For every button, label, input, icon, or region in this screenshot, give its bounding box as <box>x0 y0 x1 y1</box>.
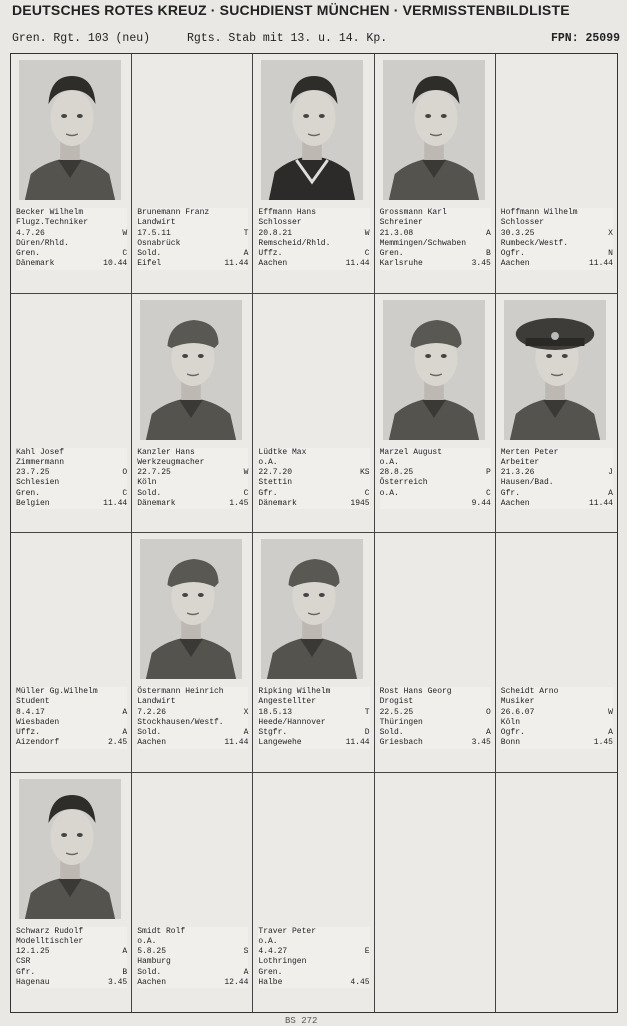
home-place: Stettin <box>258 478 292 488</box>
last-seen-date: 1945 <box>350 498 370 508</box>
last-seen-date: 11.44 <box>345 259 370 269</box>
person-name: Scheidt Arno <box>500 687 559 696</box>
rank-code: A <box>608 488 613 498</box>
person-entry <box>132 54 253 294</box>
person-photo <box>383 300 485 440</box>
person-entry <box>496 54 617 294</box>
last-seen-place: Hagenau <box>16 977 50 987</box>
military-rank: o.A. <box>379 488 399 498</box>
person-data-card <box>258 208 369 270</box>
military-rank: Uffz. <box>16 728 41 738</box>
birth-date: 28.8.25 <box>379 468 414 478</box>
home-place: Hamburg <box>137 957 171 967</box>
last-seen-place: Aachen <box>500 259 530 269</box>
last-seen-place: Belgien <box>16 498 50 508</box>
rank-code: C <box>122 488 128 498</box>
last-seen-date: 9.44 <box>471 498 491 508</box>
last-seen-place: Aachen <box>258 259 288 269</box>
military-rank: Ogfr. <box>500 249 525 259</box>
birth-code: KS <box>359 468 370 478</box>
birth-code: A <box>122 947 128 957</box>
last-seen-date: 10.44 <box>103 259 128 269</box>
birth-code: J <box>608 468 613 478</box>
home-place: Schlesien <box>16 478 60 488</box>
rank-code: C <box>364 249 370 259</box>
last-seen-date: 3.45 <box>471 259 491 269</box>
person-photo <box>140 300 242 440</box>
person-photo <box>504 300 606 440</box>
home-place: Heede/Hannover <box>258 717 326 727</box>
person-photo <box>261 60 363 200</box>
person-entry <box>496 294 617 534</box>
person-data-card <box>16 687 127 749</box>
home-place: Rumbeck/Westf. <box>500 238 569 248</box>
person-occupation: Musiker <box>500 697 535 707</box>
person-data-card <box>258 448 369 510</box>
birth-date: 22.7.25 <box>137 468 171 478</box>
person-entry <box>253 773 374 1013</box>
birth-date: 30.3.25 <box>500 228 535 238</box>
last-seen-date: 2.45 <box>107 738 128 748</box>
last-seen-date: 4.45 <box>350 977 370 987</box>
person-entry <box>253 54 374 294</box>
person-data-card <box>16 208 127 270</box>
birth-date: 7.2.26 <box>137 707 166 717</box>
military-rank: Gfr. <box>258 488 278 498</box>
person-photo <box>261 539 363 679</box>
rank-code: A <box>608 728 613 738</box>
person-data-card <box>501 208 613 270</box>
field-post-number: FPN: 25099 <box>550 32 620 45</box>
birth-date: 21.3.08 <box>379 228 414 238</box>
last-seen-place: Eifel <box>137 259 162 269</box>
person-data-card <box>137 208 248 270</box>
last-seen-place: Griesbach <box>379 738 423 748</box>
person-data-card <box>137 927 248 989</box>
birth-date: 4.7.26 <box>16 228 45 238</box>
person-photo <box>19 779 121 919</box>
last-seen-date: 11.44 <box>224 738 249 748</box>
last-seen-date: 1.45 <box>593 738 613 748</box>
birth-code: P <box>485 468 491 478</box>
person-entry <box>11 294 132 534</box>
military-rank: Gren. <box>16 488 41 498</box>
person-entry <box>132 294 253 534</box>
home-place: Österreich <box>379 478 428 488</box>
person-name: Kahl Josef <box>16 447 65 457</box>
home-place: CSR <box>16 957 31 967</box>
person-name: Lüdtke Max <box>258 447 307 457</box>
military-rank: Sold. <box>137 249 162 259</box>
last-seen-place: Langewehe <box>258 738 302 748</box>
home-place: Köln <box>500 717 520 727</box>
person-name: Hoffmann Wilhelm <box>500 208 578 217</box>
military-rank: Ogfr. <box>500 728 525 738</box>
missing-persons-grid <box>10 53 618 1013</box>
birth-code: W <box>122 228 128 238</box>
person-name: Smidt Rolf <box>137 926 186 936</box>
person-occupation: Modelltischler <box>16 936 84 946</box>
person-entry <box>11 773 132 1013</box>
last-seen-place: Aachen <box>137 977 166 987</box>
home-place: Hausen/Bad. <box>500 478 554 488</box>
person-occupation: Flugz.Techniker <box>16 218 89 228</box>
unit-subheader <box>12 32 620 45</box>
person-name: Müller Gg.Wilhelm <box>16 687 98 696</box>
person-data-card <box>137 448 248 510</box>
birth-code: S <box>243 947 249 957</box>
birth-date: 8.4.17 <box>16 707 45 717</box>
unit-staff: Rgts. Stab mit 13. u. 14. Kp. <box>187 32 388 45</box>
person-entry <box>11 54 132 294</box>
person-occupation: Drogist <box>379 697 414 707</box>
rank-code: A <box>243 967 249 977</box>
person-occupation: Schlosser <box>258 218 302 228</box>
birth-code: A <box>485 228 491 238</box>
person-name: Traver Peter <box>258 926 316 936</box>
birth-date: 17.5.11 <box>137 228 171 238</box>
military-rank: Stgfr. <box>258 728 288 738</box>
birth-date: 12.1.25 <box>16 947 50 957</box>
military-rank: Gren. <box>379 249 404 259</box>
person-data-card <box>501 448 613 510</box>
person-occupation: Schreiner <box>379 218 423 228</box>
home-place: Düren/Rhld. <box>16 238 69 248</box>
person-occupation: Student <box>16 697 50 707</box>
last-seen-place: Aachen <box>500 498 530 508</box>
person-entry <box>375 773 496 1013</box>
last-seen-place: Aachen <box>137 738 166 748</box>
person-name: Ripking Wilhelm <box>258 687 331 696</box>
birth-code: O <box>485 707 491 717</box>
birth-date: 21.3.26 <box>500 468 535 478</box>
person-occupation: Landwirt <box>137 697 176 707</box>
person-name: Schwarz Rudolf <box>16 926 84 936</box>
home-place: Köln <box>137 478 157 488</box>
header-separator: · <box>210 2 216 18</box>
rank-code: A <box>243 728 249 738</box>
person-occupation: o.A. <box>258 457 278 467</box>
last-seen-place: Bonn <box>500 738 520 748</box>
birth-code: E <box>364 947 370 957</box>
page-number: BS 272 <box>285 1016 318 1026</box>
rank-code: B <box>122 967 128 977</box>
rank-code: A <box>243 249 249 259</box>
person-entry <box>253 294 374 534</box>
person-photo <box>19 60 121 200</box>
person-occupation: Schlosser <box>500 218 545 228</box>
person-occupation: Zimmermann <box>16 457 65 467</box>
rank-code: C <box>364 488 370 498</box>
person-entry <box>375 54 496 294</box>
last-seen-date: 1.45 <box>229 498 249 508</box>
person-photo <box>140 539 242 679</box>
person-occupation: o.A. <box>258 936 278 946</box>
military-rank: Gren. <box>16 249 41 259</box>
birth-code: O <box>122 468 128 478</box>
person-data-card <box>380 208 491 270</box>
birth-code: X <box>608 228 613 238</box>
last-seen-date: 11.44 <box>588 498 613 508</box>
person-name: Kanzler Hans <box>137 447 195 457</box>
person-data-card <box>258 927 369 989</box>
last-seen-place: Dänemark <box>137 498 176 508</box>
person-entry <box>132 533 253 773</box>
last-seen-place: Karlsruhe <box>379 259 423 269</box>
person-name: Becker Wilhelm <box>16 208 84 217</box>
person-occupation: Arbeiter <box>500 457 540 467</box>
person-entry <box>496 533 617 773</box>
military-rank: Sold. <box>137 728 162 738</box>
birth-date: 22.7.20 <box>258 468 292 478</box>
rank-code: B <box>485 249 491 259</box>
birth-date: 5.8.25 <box>137 947 166 957</box>
birth-date: 26.6.07 <box>500 707 535 717</box>
last-seen-date: 11.44 <box>345 738 370 748</box>
home-place: Stockhausen/Westf. <box>137 717 224 727</box>
header-separator: · <box>393 2 399 18</box>
home-place: Osnabrück <box>137 238 181 248</box>
person-entry <box>375 533 496 773</box>
person-data-card <box>16 927 127 989</box>
last-seen-date: 3.45 <box>471 738 491 748</box>
birth-date: 18.5.13 <box>258 707 292 717</box>
person-entry <box>496 773 617 1013</box>
person-name: Grossmann Karl <box>379 208 447 217</box>
birth-code: W <box>243 468 249 478</box>
rank-code: N <box>608 249 613 259</box>
rank-code: C <box>122 249 128 259</box>
person-entry <box>11 533 132 773</box>
last-seen-date: 11.44 <box>588 259 613 269</box>
person-name: Brunemann Franz <box>137 208 210 217</box>
birth-date: 23.7.25 <box>16 468 50 478</box>
military-rank: Gren. <box>258 967 283 977</box>
person-data-card <box>137 687 248 749</box>
person-occupation: o.A. <box>137 936 157 946</box>
last-seen-place: Aizendorf <box>16 738 60 748</box>
header-service: SUCHDIENST MÜNCHEN <box>219 2 390 18</box>
home-place: Thüringen <box>379 717 423 727</box>
last-seen-place: Halbe <box>258 977 283 987</box>
last-seen-date: 3.45 <box>107 977 128 987</box>
birth-code: T <box>243 228 249 238</box>
person-data-card <box>380 687 491 749</box>
birth-code: T <box>364 707 370 717</box>
page-header <box>12 2 620 18</box>
person-entry <box>375 294 496 534</box>
last-seen-date: 11.44 <box>103 498 128 508</box>
person-occupation: Landwirt <box>137 218 176 228</box>
last-seen-place: Dänemark <box>16 259 55 269</box>
person-entry <box>132 773 253 1013</box>
birth-code: X <box>243 707 249 717</box>
person-name: Rost Hans Georg <box>379 687 452 696</box>
military-rank: Gfr. <box>16 967 36 977</box>
unit-name: Gren. Rgt. 103 (neu) <box>12 32 151 45</box>
rank-code: A <box>485 728 491 738</box>
person-name: Marzel August <box>379 447 443 457</box>
person-data-card <box>501 687 613 749</box>
rank-code: C <box>243 488 249 498</box>
military-rank: Sold. <box>137 967 162 977</box>
header-list-title: VERMISSTENBILDLISTE <box>402 2 570 18</box>
person-name: Östermann Heinrich <box>137 687 224 696</box>
person-occupation: o.A. <box>379 457 399 467</box>
military-rank: Uffz. <box>258 249 283 259</box>
person-data-card <box>258 687 369 749</box>
rank-code: A <box>122 728 128 738</box>
birth-code: A <box>122 707 128 717</box>
last-seen-place: Dänemark <box>258 498 297 508</box>
birth-date: 4.4.27 <box>258 947 288 957</box>
person-data-card <box>16 448 127 510</box>
person-name: Merten Peter <box>500 447 559 457</box>
person-entry <box>253 533 374 773</box>
rank-code: D <box>364 728 370 738</box>
person-name: Effmann Hans <box>258 208 316 217</box>
person-data-card <box>380 448 491 510</box>
birth-code: W <box>608 707 613 717</box>
person-occupation: Angestellter <box>258 697 316 707</box>
person-occupation: Werkzeugmacher <box>137 457 205 467</box>
home-place: Lothringen <box>258 957 307 967</box>
military-rank: Gfr. <box>500 488 520 498</box>
home-place: Wiesbaden <box>16 717 60 727</box>
person-photo <box>383 60 485 200</box>
header-organization: DEUTSCHES ROTES KREUZ <box>12 2 207 18</box>
last-seen-date: 11.44 <box>224 259 249 269</box>
home-place: Remscheid/Rhld. <box>258 238 331 248</box>
birth-code: W <box>364 228 370 238</box>
last-seen-date: 12.44 <box>224 977 249 987</box>
birth-date: 22.5.25 <box>379 707 414 717</box>
rank-code: C <box>485 488 491 498</box>
military-rank: Sold. <box>137 488 162 498</box>
home-place: Memmingen/Schwaben <box>379 238 467 248</box>
military-rank: Sold. <box>379 728 404 738</box>
birth-date: 20.8.21 <box>258 228 292 238</box>
